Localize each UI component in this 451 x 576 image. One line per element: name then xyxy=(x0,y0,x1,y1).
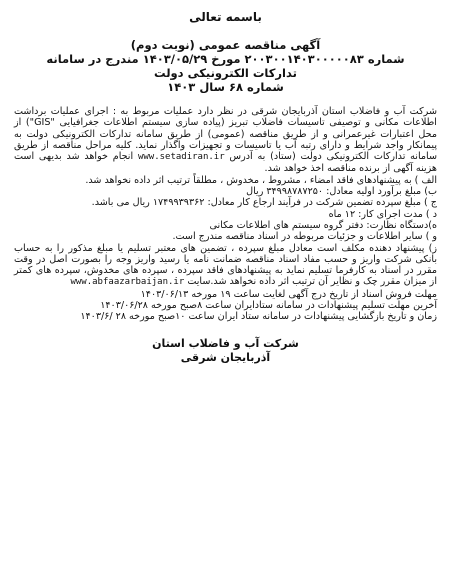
tender-system: تدارکات الکترونیکی دولت xyxy=(154,66,297,80)
intro-tail: انجام خواهد شد بدیهی است هزینه آگهی از برنده مناقصه اخذ خواهد شد. xyxy=(14,151,437,175)
item-h: ه)دستگاه نظارت: دفتر گروه سیستم های اطلاعات مکانی xyxy=(209,219,437,231)
item-a: الف ) به پیشنهادهای فاقد امضاء ، مشروط ، مخدوش ، مطلقاً ترتیب اثر داده نخواهد شد. xyxy=(85,174,437,186)
issuer-signature xyxy=(14,337,437,365)
item-b: ب) مبلغ برآورد اولیه معادل: ۳۴۹۹۸۷۸۷۲۵۰ ریال xyxy=(246,186,437,198)
issuer-line-1: شرکت آب و فاضلاب استان xyxy=(152,336,299,350)
item-z-text: ز) پیشنهاد دهنده مکلف است معادل مبلغ سپرده ، تضمین های معتبر تسلیم یا مبلغ مذکور را به حساب بانکی شرکت واریز و حسب مفاد اسناد مناقصه ضمانت نامه یا رسید واریز وجه را بصورت اصل در وقت مقرر در اسناد به کارفرما تسلیم نماید به پیشنهادهای فاقد سپرده ، سپرده های مخدوش، سپرده های کمتر از میزان مقرر چک و نظایر آن ترتیب اثر داده نخواهد شد.سایت xyxy=(14,242,437,288)
item-v: و ) سایر اطلاعات و جزئیات مربوطه در اسناد مناقصه مندرج است. xyxy=(172,231,437,243)
deadline-sale: مهلت فروش اسناد از تاریخ درج آگهی لغایت ساعت ۱۹ مورخه ۱۴۰۳/۰۶/۱۳ xyxy=(140,288,437,300)
intro-paragraph xyxy=(14,106,437,175)
opening-time: زمان و تاریخ بازگشایی پیشنهادات در سامانه ستاد ایران ساعت ۱۰صبح مورخه ۲۸ /۱۴۰۳/۶ xyxy=(80,311,437,323)
invocation: باسمه تعالی xyxy=(189,10,262,24)
item-d: د ) مدت اجرای کار: ۱۲ ماه xyxy=(328,208,437,220)
tender-serial: شماره ۶۸ سال ۱۴۰۳ xyxy=(167,80,284,94)
tender-title: آگهی مناقصه عمومی (نوبت دوم) xyxy=(130,38,321,52)
item-c: ج ) مبلغ سپرده تضمین شرکت در فرآیند ارجاع کار معادل: ۱۷۴۹۹۳۹۳۶۲ ریال می باشد. xyxy=(91,197,437,209)
issuer-line-2: آذربایجان شرقی xyxy=(180,350,271,364)
tender-number: شماره ۲۰۰۳۰۰۱۴۰۳۰۰۰۰۰۸۳ مورخ ۱۴۰۳/۰۵/۲۹ مندرج در سامانه xyxy=(46,52,405,66)
deadline-submit: آخرین مهلت تسلیم پیشنهادات در سامانه ستادایران ساعت ۸صبح مورخه ۱۴۰۳/۰۶/۲۸ xyxy=(100,300,437,312)
intro-text: شرکت آب و فاضلاب استان آذربایجان شرقی در نظر دارد عملیات مربوط به : اجرای عملیات برداشت اطلاعات مکانی و توصیفی تاسیسات فاضلاب تبریز (پیاده سازی سیستم اطلاعات جغرافیایی "GIS") از محل اعتبارات غیرعمرانی و از طریق مناقصه (عمومی) از طریق سامانه تدارکات الکترونیکی دولت به پیمانکار واجد شرایط و دارای رتبه آب یا تاسیسات و تجهیزات واگذار نماید. کلیه مراحل مناقصه از طریق سامانه تدارکات الکترونیکی دولت (ستاد) به آدرس xyxy=(14,106,437,163)
setad-link[interactable]: www.setadiran.ir xyxy=(137,152,225,163)
item-z xyxy=(14,243,437,289)
notice-body xyxy=(14,106,437,323)
abfa-link[interactable]: www.abfaazarbaijan.ir xyxy=(70,277,185,288)
tender-heading xyxy=(14,38,437,94)
